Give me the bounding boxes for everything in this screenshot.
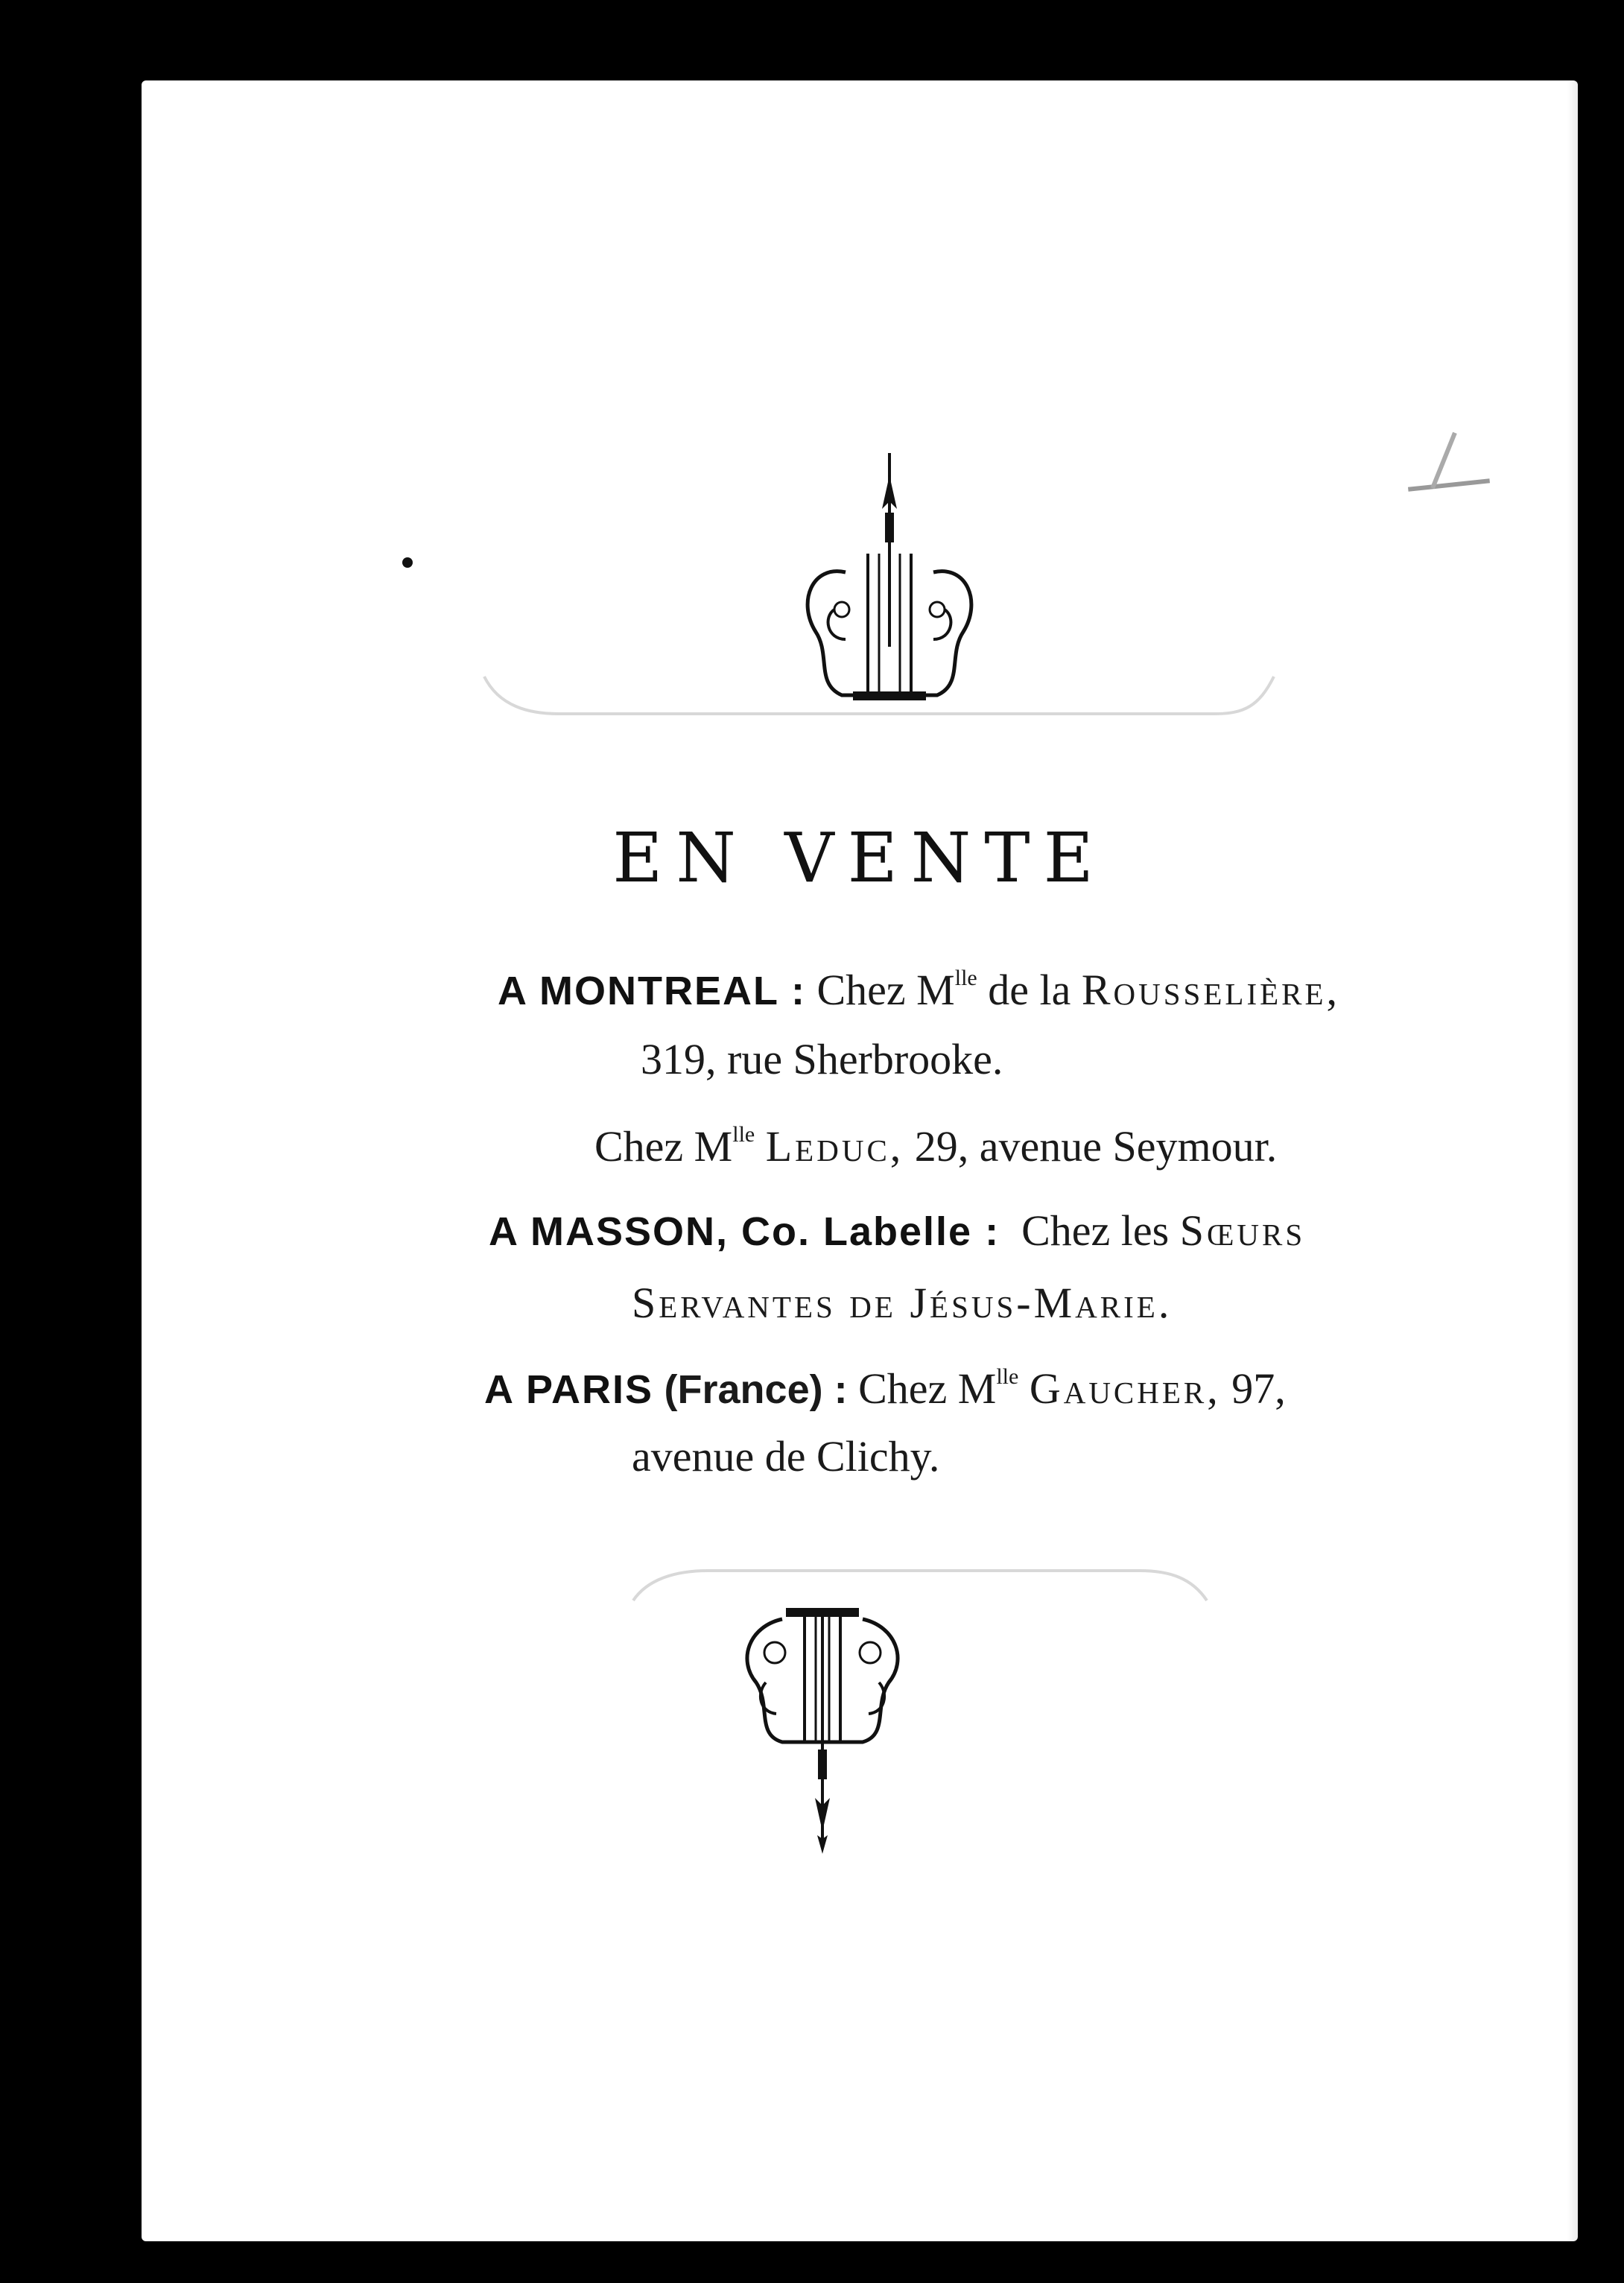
street-number: 97, — [1231, 1364, 1286, 1413]
address-paris: avenue de Clichy. — [632, 1432, 940, 1481]
document-page — [142, 80, 1578, 2241]
country-france: (France) : — [664, 1367, 848, 1412]
name-gaucher: Gaucher, — [1029, 1364, 1221, 1413]
top-lyre-ornament-icon — [142, 393, 1578, 736]
heading-en-vente: EN VENTE — [612, 818, 1107, 898]
name-leduc: Leduc, — [765, 1122, 904, 1171]
place-montreal: A MONTREAL : — [498, 969, 806, 1013]
name-soeurs: Sœurs — [1179, 1206, 1306, 1255]
ink-spot — [402, 557, 413, 568]
name-prefix: de la — [988, 966, 1071, 1014]
entry-paris — [484, 1364, 1286, 1413]
mlle-abbrev: lle — [954, 966, 977, 990]
chez-label: Chez M — [594, 1122, 733, 1171]
bottom-lyre-ornament-icon — [142, 1496, 1578, 1913]
chez-label: Chez M — [858, 1364, 997, 1413]
place-paris: A PARIS — [484, 1367, 654, 1412]
address-montreal: 319, rue Sherbrooke. — [641, 1035, 1003, 1083]
entry-masson — [489, 1206, 1306, 1255]
name-servantes: Servantes de Jésus-Marie. — [632, 1279, 1173, 1327]
mlle-abbrev: lle — [996, 1364, 1019, 1389]
chez-label: Chez M — [816, 966, 955, 1014]
mlle-abbrev: lle — [732, 1122, 755, 1147]
name-rousseliere: Rousselière, — [1081, 966, 1341, 1014]
address-seymour: 29, avenue Seymour. — [914, 1122, 1278, 1171]
chez-label: Chez les — [1021, 1206, 1170, 1255]
place-masson: A MASSON, Co. Labelle : — [489, 1209, 1000, 1254]
entry-montreal — [498, 967, 1340, 1012]
entry-montreal-leduc — [594, 1122, 1278, 1171]
